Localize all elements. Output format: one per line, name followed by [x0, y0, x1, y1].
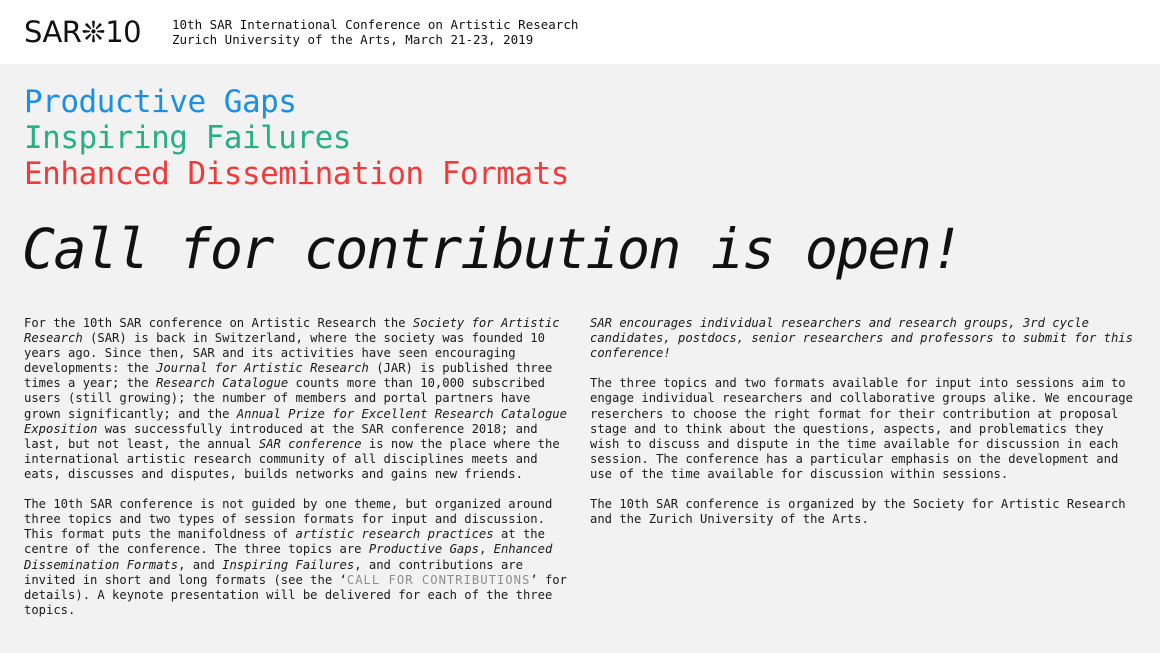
right-column — [590, 316, 1140, 542]
topics-list — [24, 84, 569, 192]
intro-paragraph — [24, 316, 574, 482]
emphasis-text: Annual Prize for Excellent Research Catalogue Exposition — [24, 406, 567, 436]
topic-productive-gaps: Productive Gaps — [24, 84, 297, 120]
paragraph-text: was successfully introduced at the SAR conference 2018; and last, but not least, the annual — [24, 421, 538, 451]
paragraph-text: , — [478, 542, 494, 557]
paragraph-text: at the centre of the conference. The three topics are — [24, 527, 545, 557]
organizers-paragraph — [590, 497, 1140, 527]
emphasis-text: Enhanced Dissemination Formats — [24, 542, 553, 572]
conference-title: 10th SAR International Conference on Artistic Research — [172, 17, 579, 32]
paragraph-text: (JAR) is published three times a year; the — [24, 361, 553, 391]
left-column — [24, 316, 574, 633]
sar-logo[interactable]: SAR❊10 — [24, 15, 142, 49]
paragraph-text: The 10th SAR conference is not guided by one theme, but organized around three topics and two types of session formats for input and discussion. This format puts the manifoldness of — [24, 497, 553, 542]
encouragement-paragraph — [590, 316, 1140, 361]
paragraph-text: For the 10th SAR conference on Artistic Research the — [24, 316, 413, 330]
topic-enhanced-dissemination-formats: Enhanced Dissemination Formats — [24, 156, 569, 192]
paragraph-text: The 10th SAR conference is organized by the Society for Artistic Research and the Zurich University of the Arts. — [590, 497, 1126, 527]
paragraph-text: , and — [178, 557, 223, 572]
conference-info — [172, 17, 578, 47]
emphasis-text: Journal for Artistic Research — [156, 361, 369, 376]
paragraph-text: counts more than 10,000 subscribed users (still growing); the number of members and portal partners have grown significantly; and the — [24, 376, 545, 421]
topic-inspiring-failures: Inspiring Failures — [24, 120, 351, 156]
paragraph-text: (SAR) is back in Switzerland, where the society was founded 10 years ago. Since then, SAR and its activities have seen encouraging developments: the — [24, 331, 545, 376]
call-for-contribution-heading: Call for contribution is open! — [22, 217, 962, 281]
emphasis-text: artistic research practices — [295, 527, 494, 542]
emphasis-text: Society for Artistic Research — [24, 316, 560, 346]
call-for-contributions-link[interactable]: CALL FOR CONTRIBUTIONS — [346, 572, 531, 587]
paragraph-text: is now the place where the international artistic research community of all disciplines meets and eats, discusses and disputes, builds networks and gains new friends. — [24, 436, 560, 481]
emphasis-text: Productive Gaps — [368, 542, 479, 557]
emphasis-text: Research Catalogue — [156, 376, 289, 391]
site-header — [0, 0, 1160, 64]
format-paragraph — [24, 497, 574, 618]
emphasis-text: Inspiring Failures — [222, 557, 355, 572]
emphasis-text: SAR conference — [258, 436, 362, 451]
topics-formats-paragraph — [590, 376, 1140, 482]
paragraph-text: The three topics and two formats available for input into sessions aim to engage individual researchers and collaborative groups alike. We encourage reserchers to choose the right format for their contribution at proposal stage and to think about the questions, aspects, and problematics they wish to discuss and dispute in the time available for discussion in each session. The conference has a particular emphasis on the development and use of the time available for discussion within sessions. — [590, 376, 1133, 481]
emphasis-text: SAR encourages individual researchers and research groups, 3rd cycle candidates, postdocs, senior researchers and professors to submit for this conference! — [590, 316, 1133, 361]
paragraph-text: ’ for details). A keynote presentation will be delivered for each of the three topics. — [24, 572, 567, 617]
conference-venue-date: Zurich University of the Arts, March 21-23, 2019 — [172, 32, 534, 47]
paragraph-text: , and contributions are invited in short and long formats (see the ‘ — [24, 557, 523, 587]
